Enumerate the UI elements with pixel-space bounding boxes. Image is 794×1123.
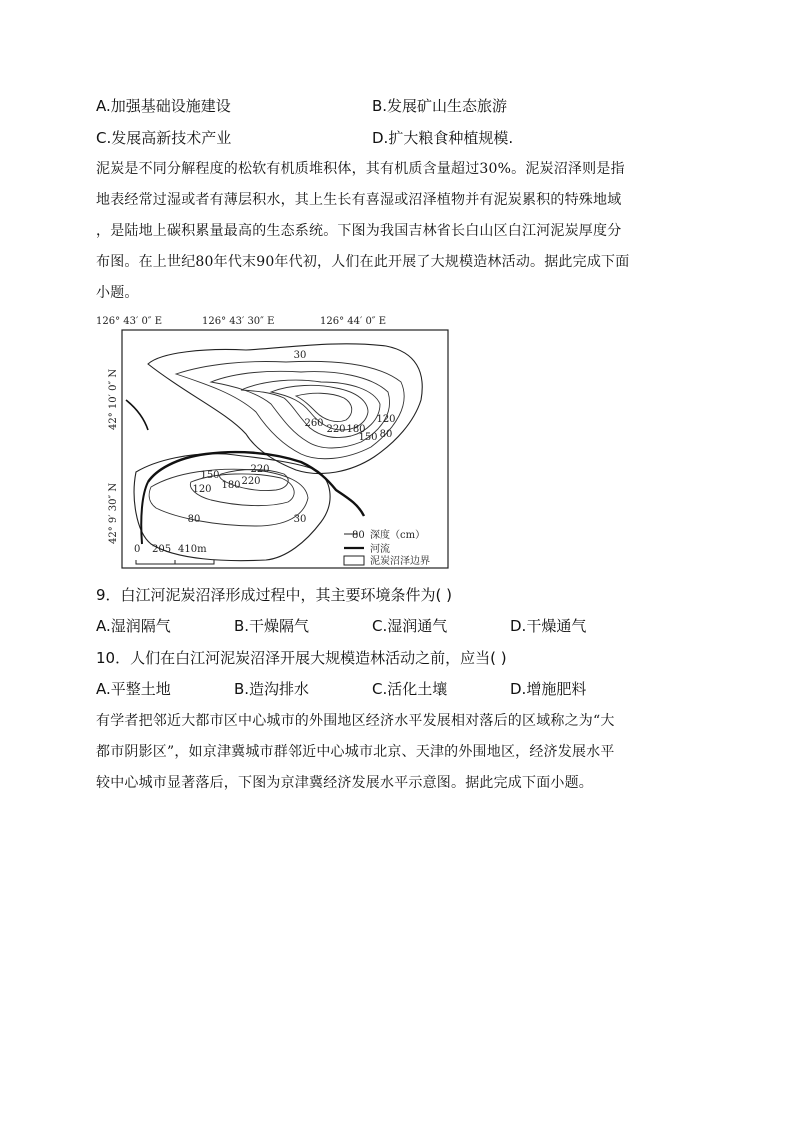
river [141, 482, 148, 544]
intro-paragraph-metro-shadow [96, 706, 706, 799]
contour-line [149, 469, 308, 526]
q10-stem: 10．人们在白江河泥炭沼泽开展大规模造林活动之前，应当( ) [96, 649, 507, 667]
contour-label: 30 [293, 350, 307, 361]
q8-option-c: C.发展高新技术产业 [96, 129, 232, 147]
contour-label: 80 [187, 514, 201, 525]
intro-line: 布图。在上世纪80年代末90年代初，人们在此开展了大规模造林活动。据此完成下面 [96, 254, 630, 270]
q9-option-c: C.湿润通气 [372, 617, 448, 635]
legend-boundary: 泥炭沼泽边界 [370, 556, 430, 567]
intro-line: 较中心城市显著落后，下图为京津冀经济发展水平示意图。据此完成下面小题。 [96, 775, 593, 791]
contour-label: 180 [221, 480, 241, 491]
intro-line: 都市阴影区”，如京津冀城市群邻近中心城市北京、天津的外围地区，经济发展水平 [96, 744, 615, 760]
contour-label: 120 [192, 484, 212, 495]
legend-depth-sample: 80 [352, 530, 365, 541]
lon-label: 126° 44′ 0″ E [320, 316, 387, 327]
contour-label: 220 [326, 424, 346, 435]
q10-option-d: D.增施肥料 [510, 680, 587, 698]
lat-label: 42° 9′ 30″ N [108, 482, 119, 544]
q9-option-b: B.干燥隔气 [234, 617, 310, 635]
intro-line: 地表经常过湿或者有薄层积水，其上生长有喜湿或沼泽植物并有泥炭累积的特殊地域 [96, 192, 622, 208]
intro-line: 有学者把邻近大都市区中心城市的外围地区经济水平发展相对落后的区域称之为“大 [96, 713, 615, 729]
contour-label: 30 [293, 514, 307, 525]
contour-label: 260 [304, 418, 324, 429]
peatland-boundary-north [148, 344, 422, 474]
intro-line: 泥炭是不同分解程度的松软有机质堆积体，其有机质含量超过30%。泥炭沼泽则是指 [96, 161, 625, 177]
q8-option-a: A.加强基础设施建设 [96, 97, 231, 115]
q8-option-d: D.扩大粮食种植规模. [372, 129, 514, 147]
legend-river: 河流 [370, 544, 390, 555]
q9-stem: 9．白江河泥炭沼泽形成过程中，其主要环境条件为( ) [96, 586, 453, 604]
q10-option-b: B.造沟排水 [234, 680, 310, 698]
scale-label: 0 [134, 544, 141, 555]
q9-option-d: D.干燥通气 [510, 617, 587, 635]
contour-line [176, 361, 404, 458]
intro-paragraph-peat [96, 154, 706, 309]
river [126, 400, 148, 430]
q9-option-a: A.湿润隔气 [96, 617, 171, 635]
lon-label: 126° 43′ 0″ E [96, 316, 163, 327]
contour-label: 80 [379, 429, 393, 440]
contour-label: 220 [250, 464, 270, 475]
peat-thickness-map [96, 312, 456, 580]
lat-label: 42° 10′ 0″ N [108, 368, 119, 430]
q10-option-c: C.活化土壤 [372, 680, 448, 698]
scale-label: 205 [152, 544, 172, 555]
intro-line: ，是陆地上碳积累量最高的生态系统。下图为我国吉林省长白山区白江河泥炭厚度分 [96, 223, 622, 239]
contour-label: 120 [376, 414, 396, 425]
contour-label: 150 [358, 432, 378, 443]
scale-label: 410m [178, 544, 207, 555]
contour-label: 180 [346, 424, 366, 435]
q10-option-a: A.平整土地 [96, 680, 171, 698]
contour-label: 220 [241, 476, 261, 487]
intro-line: 小题。 [96, 285, 139, 301]
map-legend [344, 528, 430, 567]
contour-label: 150 [200, 470, 220, 481]
legend-depth: 深度（cm） [370, 530, 426, 541]
legend-boundary-swatch [344, 556, 364, 565]
q8-option-b: B.发展矿山生态旅游 [372, 97, 508, 115]
lon-label: 126° 43′ 30″ E [202, 316, 275, 327]
